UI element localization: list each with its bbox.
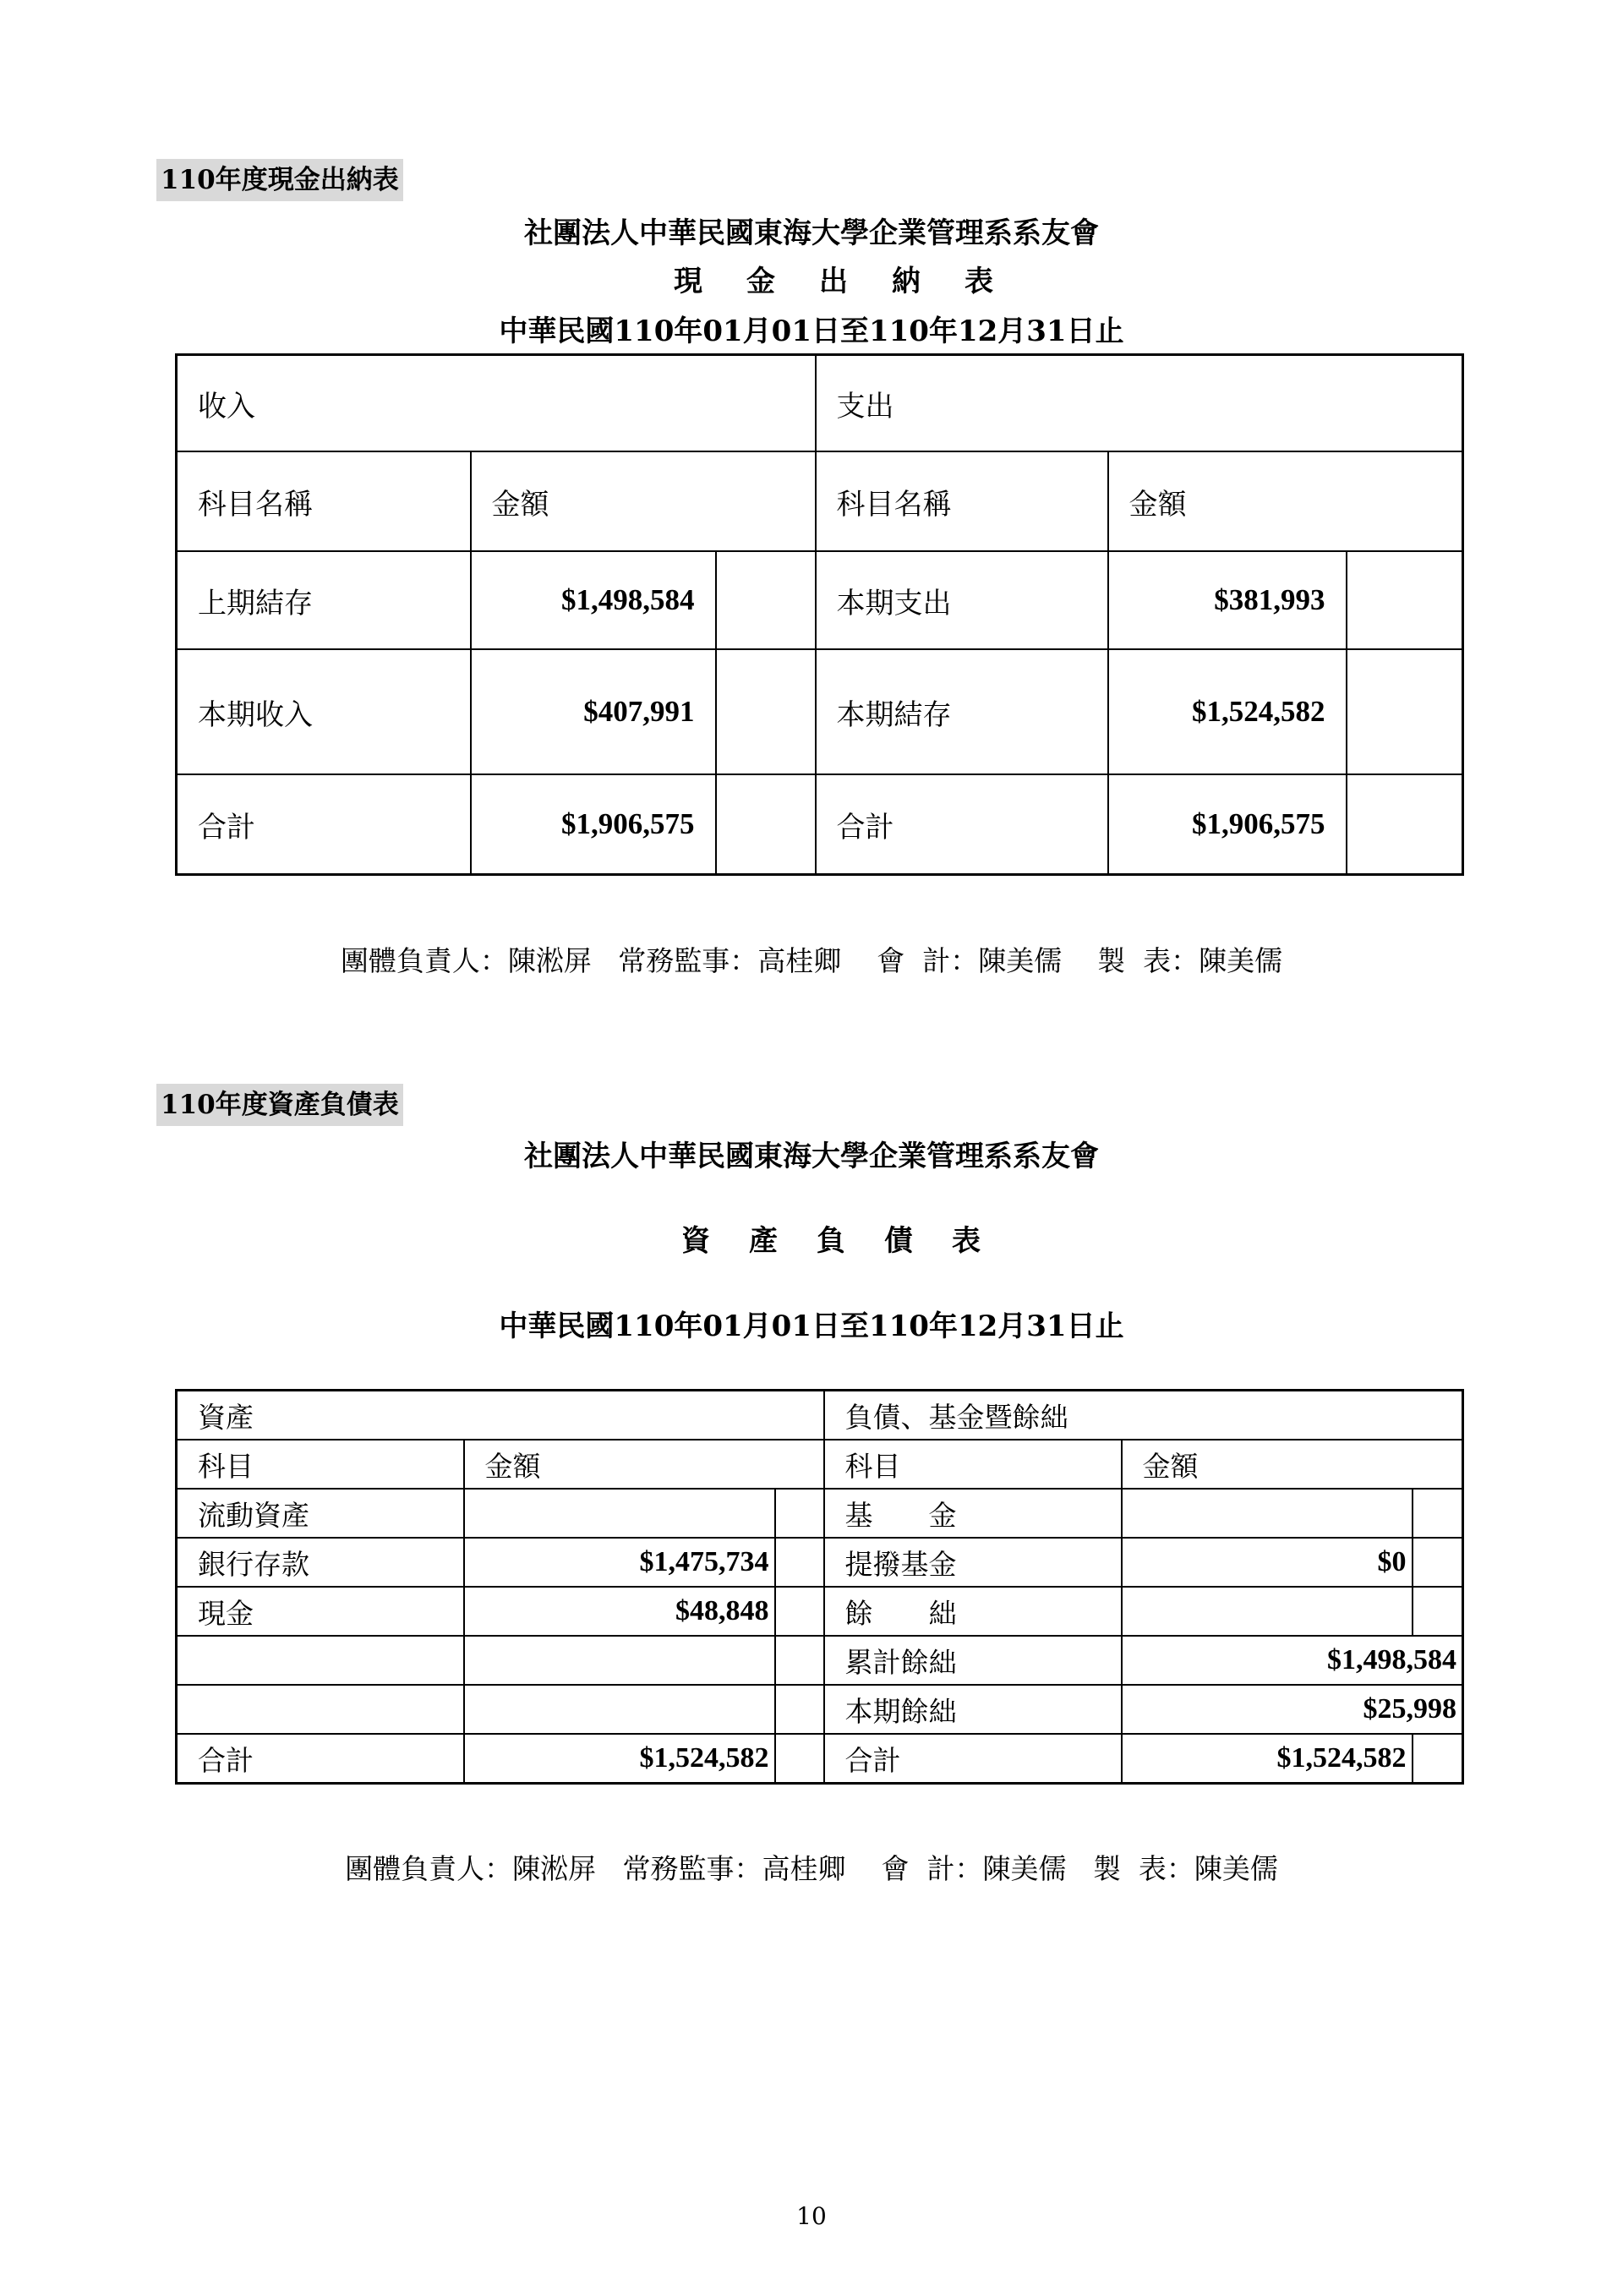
liab-amount: $1,524,582 [1122, 1734, 1413, 1784]
asset-amount [464, 1489, 775, 1538]
cash-title: 現金出納表 [674, 265, 1037, 298]
blank-cell [775, 1538, 824, 1587]
liab-amount: $25,998 [1122, 1685, 1463, 1734]
blank-cell [775, 1489, 824, 1538]
balance-sheet-table [175, 1389, 1464, 1785]
balance-signers: 團體負責人：陳淞屏 常務監事：高桂卿 會 計：陳美儒 製 表：陳美儒 [345, 1852, 1278, 1885]
liabilities-header: 負債、基金暨餘絀 [824, 1391, 1463, 1440]
assets-header: 資產 [177, 1391, 824, 1440]
cash-signers: 團體負責人：陳淞屏 常務監事：高桂卿 會 計：陳美儒 製 表：陳美儒 [340, 944, 1283, 977]
expense-header: 支出 [816, 355, 1463, 452]
liab-amount: $1,498,584 [1122, 1636, 1463, 1685]
liab-col-amount: 金額 [1122, 1440, 1463, 1489]
liab-label: 基 金 [824, 1489, 1122, 1538]
blank-cell [1413, 1489, 1463, 1538]
table-row [177, 1636, 1463, 1685]
income-col-item: 科目名稱 [177, 451, 471, 551]
blank-cell [1413, 1734, 1463, 1784]
balance-title: 資產負債表 [681, 1224, 1019, 1258]
income-label: 上期結存 [177, 551, 471, 649]
blank-cell [1347, 649, 1463, 774]
blank-cell [716, 551, 816, 649]
balance-period: 中華民國110年01月01日至110年12月31日止 [499, 1309, 1124, 1343]
blank-cell [1347, 774, 1463, 875]
asset-label [177, 1636, 464, 1685]
asset-amount: $48,848 [464, 1587, 775, 1636]
table-row [177, 551, 1463, 649]
blank-cell [1413, 1538, 1463, 1587]
table-row [177, 1587, 1463, 1636]
assets-col-item: 科目 [177, 1440, 464, 1489]
liab-label: 累計餘絀 [824, 1636, 1122, 1685]
asset-amount: $1,524,582 [464, 1734, 775, 1784]
cash-period: 中華民國110年01月01日至110年12月31日止 [499, 314, 1124, 348]
page-number: 10 [796, 2202, 827, 2230]
table-row [177, 774, 1463, 875]
expense-amount: $381,993 [1108, 551, 1347, 649]
blank-cell [1413, 1587, 1463, 1636]
asset-label [177, 1685, 464, 1734]
cash-org-name: 社團法人中華民國東海大學企業管理系系友會 [524, 216, 1099, 250]
asset-amount: $1,475,734 [464, 1538, 775, 1587]
asset-label: 銀行存款 [177, 1538, 464, 1587]
expense-amount: $1,524,582 [1108, 649, 1347, 774]
balance-section-tag: 110年度資產負債表 [156, 1084, 403, 1126]
income-amount: $1,498,584 [471, 551, 716, 649]
income-label: 合計 [177, 774, 471, 875]
table-row [177, 1538, 1463, 1587]
table-row [177, 1489, 1463, 1538]
assets-col-amount: 金額 [464, 1440, 824, 1489]
liab-amount [1122, 1587, 1413, 1636]
expense-label: 合計 [816, 774, 1108, 875]
table-row [177, 1734, 1463, 1784]
income-amount: $407,991 [471, 649, 716, 774]
asset-amount [464, 1636, 775, 1685]
blank-cell [775, 1587, 824, 1636]
expense-label: 本期結存 [816, 649, 1108, 774]
liab-label: 提撥基金 [824, 1538, 1122, 1587]
liab-col-item: 科目 [824, 1440, 1122, 1489]
balance-org-name: 社團法人中華民國東海大學企業管理系系友會 [524, 1140, 1099, 1173]
income-header: 收入 [177, 355, 816, 452]
income-col-amount: 金額 [471, 451, 816, 551]
liab-label: 本期餘絀 [824, 1685, 1122, 1734]
expense-col-item: 科目名稱 [816, 451, 1108, 551]
asset-label: 現金 [177, 1587, 464, 1636]
blank-cell [775, 1734, 824, 1784]
cash-statement-table [175, 353, 1464, 876]
blank-cell [1347, 551, 1463, 649]
liab-label: 餘 絀 [824, 1587, 1122, 1636]
blank-cell [775, 1636, 824, 1685]
liab-amount: $0 [1122, 1538, 1413, 1587]
cash-section-tag: 110年度現金出納表 [156, 159, 403, 201]
income-amount: $1,906,575 [471, 774, 716, 875]
asset-amount [464, 1685, 775, 1734]
liab-label: 合計 [824, 1734, 1122, 1784]
blank-cell [716, 649, 816, 774]
table-row [177, 649, 1463, 774]
expense-label: 本期支出 [816, 551, 1108, 649]
expense-col-amount: 金額 [1108, 451, 1463, 551]
asset-label: 合計 [177, 1734, 464, 1784]
income-label: 本期收入 [177, 649, 471, 774]
blank-cell [716, 774, 816, 875]
asset-label: 流動資產 [177, 1489, 464, 1538]
blank-cell [775, 1685, 824, 1734]
expense-amount: $1,906,575 [1108, 774, 1347, 875]
liab-amount [1122, 1489, 1413, 1538]
table-row [177, 1685, 1463, 1734]
